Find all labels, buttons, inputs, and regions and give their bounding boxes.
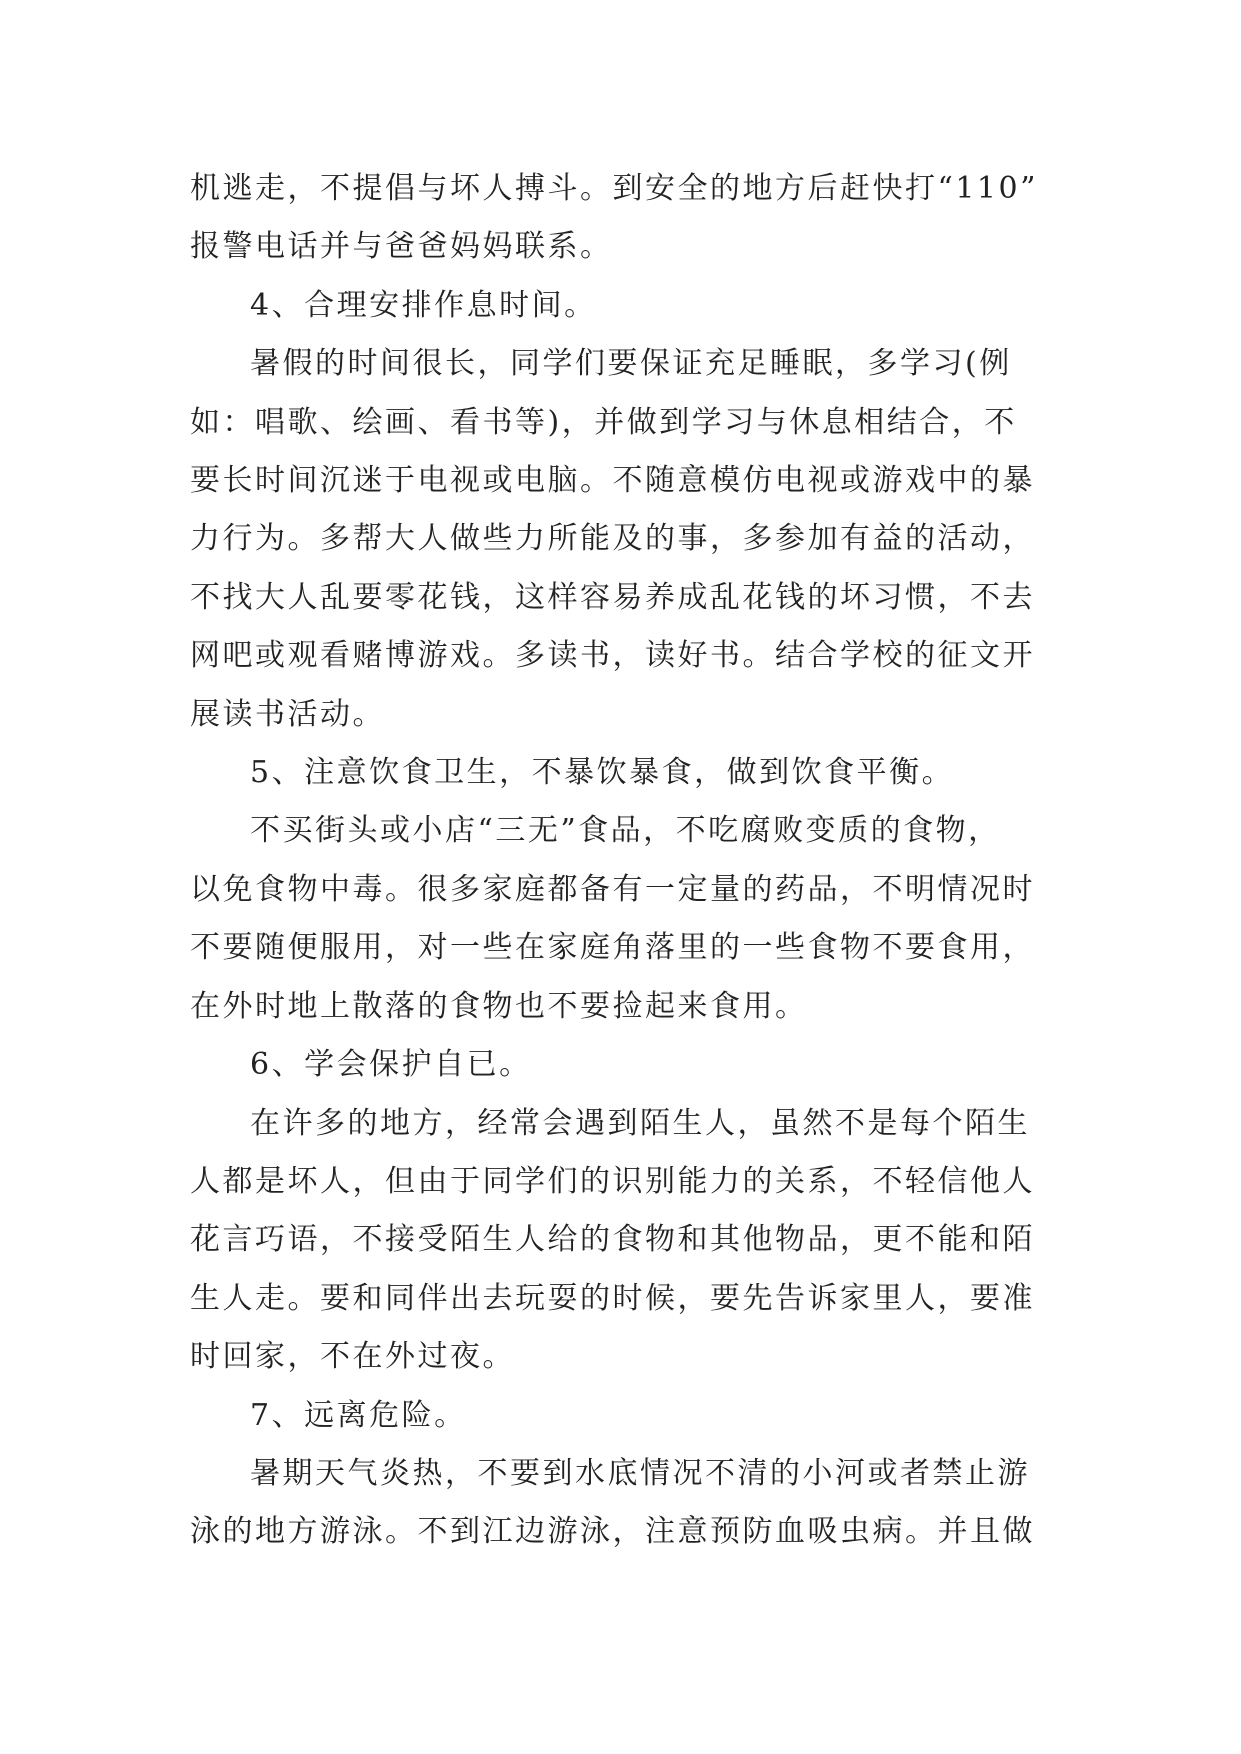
paragraph-first-line: 7、远离危险。: [250, 1397, 467, 1433]
paragraph-line: 报警电话并与爸爸妈妈联系。: [190, 229, 613, 265]
paragraph-line: 网吧或观看赌博游戏。多读书，读好书。结合学校的征文开: [190, 638, 1035, 674]
paragraph-line: 花言巧语，不接受陌生人给的食物和其他物品，更不能和陌: [190, 1222, 1035, 1258]
paragraph-line: 不要随便服用，对一些在家庭角落里的一些食物不要食用，: [190, 930, 1035, 966]
paragraph-line: 以免食物中毒。很多家庭都备有一定量的药品，不明情况时: [190, 871, 1035, 907]
paragraph-first-line: 暑假的时间很长，同学们要保证充足睡眠，多学习(例: [250, 346, 1012, 382]
paragraph-line: 要长时间沉迷于电视或电脑。不随意模仿电视或游戏中的暴: [190, 463, 1035, 499]
paragraph-first-line: 4、合理安排作息时间。: [250, 287, 597, 323]
paragraph-line: 力行为。多帮大人做些力所能及的事，多参加有益的活动，: [190, 521, 1035, 557]
paragraph-line: 人都是坏人，但由于同学们的识别能力的关系，不轻信他人: [190, 1163, 1035, 1199]
paragraph-line: 生人走。要和同伴出去玩耍的时候，要先告诉家里人，要准: [190, 1280, 1035, 1316]
paragraph-first-line: 6、学会保护自已。: [250, 1047, 532, 1083]
paragraph-line: 不找大人乱要零花钱，这样容易养成乱花钱的坏习惯，不去: [190, 579, 1035, 615]
paragraph-line: 在外时地上散落的食物也不要捡起来食用。: [190, 988, 808, 1024]
paragraph-line: 机逃走，不提倡与坏人搏斗。到安全的地方后赶快打“110”: [190, 171, 1038, 206]
paragraph-line: 如：唱歌、绘画、看书等)，并做到学习与休息相结合，不: [190, 404, 1017, 440]
paragraph-line: 时回家，不在外过夜。: [190, 1339, 515, 1375]
paragraph-line: 展读书活动。: [190, 696, 385, 732]
paragraph-first-line: 暑期天气炎热，不要到水底情况不清的小河或者禁止游: [250, 1455, 1030, 1491]
paragraph-first-line: 不买街头或小店“三无”食品，不吃腐败变质的食物，: [250, 813, 1001, 849]
paragraph-first-line: 在许多的地方，经常会遇到陌生人，虽然不是每个陌生: [250, 1105, 1030, 1141]
paragraph-line: 泳的地方游泳。不到江边游泳，注意预防血吸虫病。并且做: [190, 1514, 1035, 1550]
paragraph-first-line: 5、注意饮食卫生，不暴饮暴食，做到饮食平衡。: [250, 755, 955, 791]
body-text: [190, 160, 1054, 1562]
